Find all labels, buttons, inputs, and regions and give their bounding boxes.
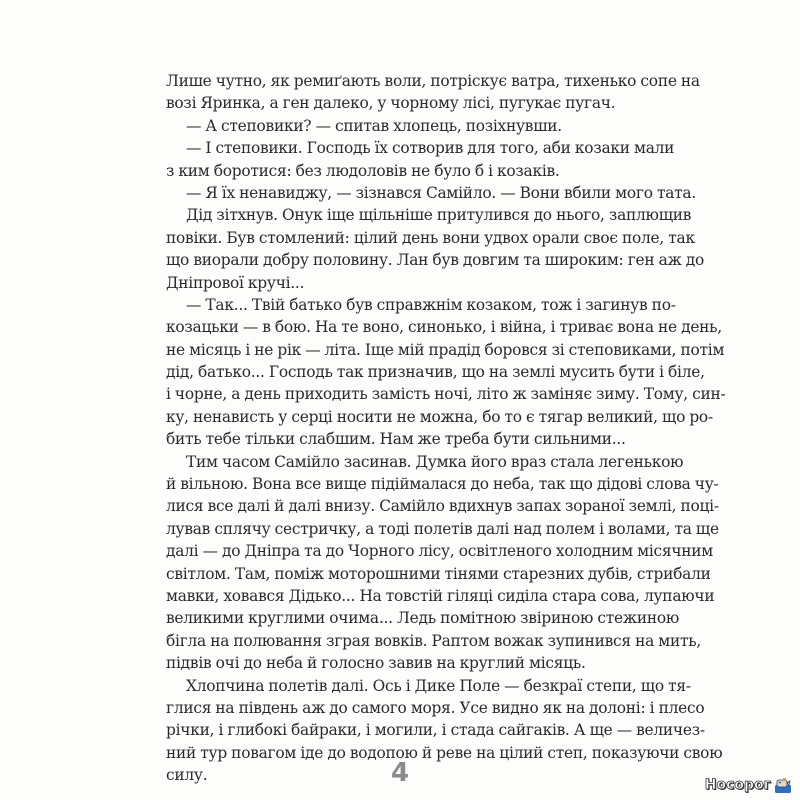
- paragraph: [166, 675, 723, 787]
- text-line: — Так... Твій батько був справжнім козаком, тож і загинув по-: [186, 295, 676, 314]
- text-line: повіки. Був стомлений: цілий день вони удвох орали своє поле, так: [166, 228, 695, 247]
- text-line: бить тебе тільки слабшим. Нам же треба бути сильними...: [166, 430, 626, 449]
- text-line: річки, і глибокі байраки, і могили, і стада сайгаків. А ще — величез-: [166, 721, 705, 740]
- page-number: 4: [390, 758, 410, 788]
- text-line: — І степовики. Господь їх сотворив для того, аби козаки мали: [186, 139, 675, 158]
- text-line: і чорне, а день приходить замість ночі, літо ж заміняє зиму. Тому, син-: [166, 385, 726, 404]
- text-line: возі Яринка, а ген далеко, у чорному лісі, пугукає пугач.: [166, 94, 616, 113]
- text-line: що виорали добру половину. Лан був довгим та широким: ген аж до: [166, 251, 704, 270]
- text-line: — А степовики? — спитав хлопець, позіхнувши.: [186, 116, 562, 135]
- text-line: ку, ненависть у серці носити не можна, бо то є тягар великий, що ро-: [166, 407, 713, 426]
- text-line: Дніпрової кручі...: [166, 273, 305, 292]
- watermark: [705, 776, 792, 794]
- text-line: козацьки — в бою. На те воно, синонько, і війна, і триває вона не день,: [166, 318, 722, 337]
- text-line: Хлопчина полетів далі. Ось і Дике Поле — безкраї степи, що тя-: [186, 676, 691, 695]
- text-line: ний тур повагом іде до водопою й реве на цілий степ, показуючи свою: [166, 743, 723, 762]
- rhino-logo-icon: [774, 776, 792, 794]
- text-line: глися на південь аж до самого моря. Усе видно як на долоні: і плесо: [166, 698, 705, 717]
- text-line: лував сплячу сестричку, а тоді полетів далі над полем і волами, та ще: [166, 519, 719, 538]
- text-line: мавки, ховався Дідько... На товстій гіляці сиділа стара сова, лупаючи: [166, 586, 715, 605]
- text-line: Лише чутно, як ремиґають воли, потріскує ватра, тихенько сопе на: [166, 72, 700, 90]
- text-line: далі — до Дніпра та до Чорного лісу, освітленого холодним місячним: [166, 542, 714, 561]
- paragraph: [166, 70, 700, 115]
- text-line: великими круглими очима... Ледь помітною звіриною стежиною: [166, 609, 680, 628]
- text-line: бігла на полювання зграя вовків. Раптом вожак зупинився на мить,: [166, 631, 702, 650]
- watermark-text: Носорог: [704, 777, 771, 793]
- text-line: лися все далі й далі внизу. Самійло вдихнув запах зораної землі, поці-: [166, 497, 719, 516]
- text-line: Дід зітхнув. Онук іще щільніше притулився до нього, заплющив: [186, 206, 692, 225]
- text-line: Тим часом Самійло засинав. Думка його враз стала легенькою: [186, 452, 684, 471]
- paragraph: [166, 137, 675, 182]
- paragraph: [166, 182, 697, 204]
- text-line: не місяць і не рік — літа. Іще мій прадід боровся зі степовиками, потім: [166, 340, 725, 359]
- paragraph: [166, 115, 656, 137]
- text-line: підвів очі до неба й голосно завив на круглий місяць.: [166, 654, 586, 673]
- paragraph: [166, 204, 704, 294]
- paragraph: [166, 451, 719, 675]
- text-line: світлом. Там, поміж моторошними тінями старезних дубів, стрибали: [166, 564, 711, 583]
- text-line: силу.: [166, 766, 208, 785]
- text-line: — Я їх ненавиджу, — зізнався Самійло. — Вони вбили мого тата.: [186, 183, 697, 202]
- text-line: й вільною. Вона все вище підіймалася до неба, так що дідові слова чу-: [166, 475, 719, 494]
- body-text: [166, 70, 726, 787]
- text-line: дід, батько... Господь так призначив, що на землі мусить бути і біле,: [166, 363, 705, 382]
- text-line: з ким боротися: без людоловів не було б і козаків.: [166, 161, 560, 180]
- paragraph: [166, 294, 726, 451]
